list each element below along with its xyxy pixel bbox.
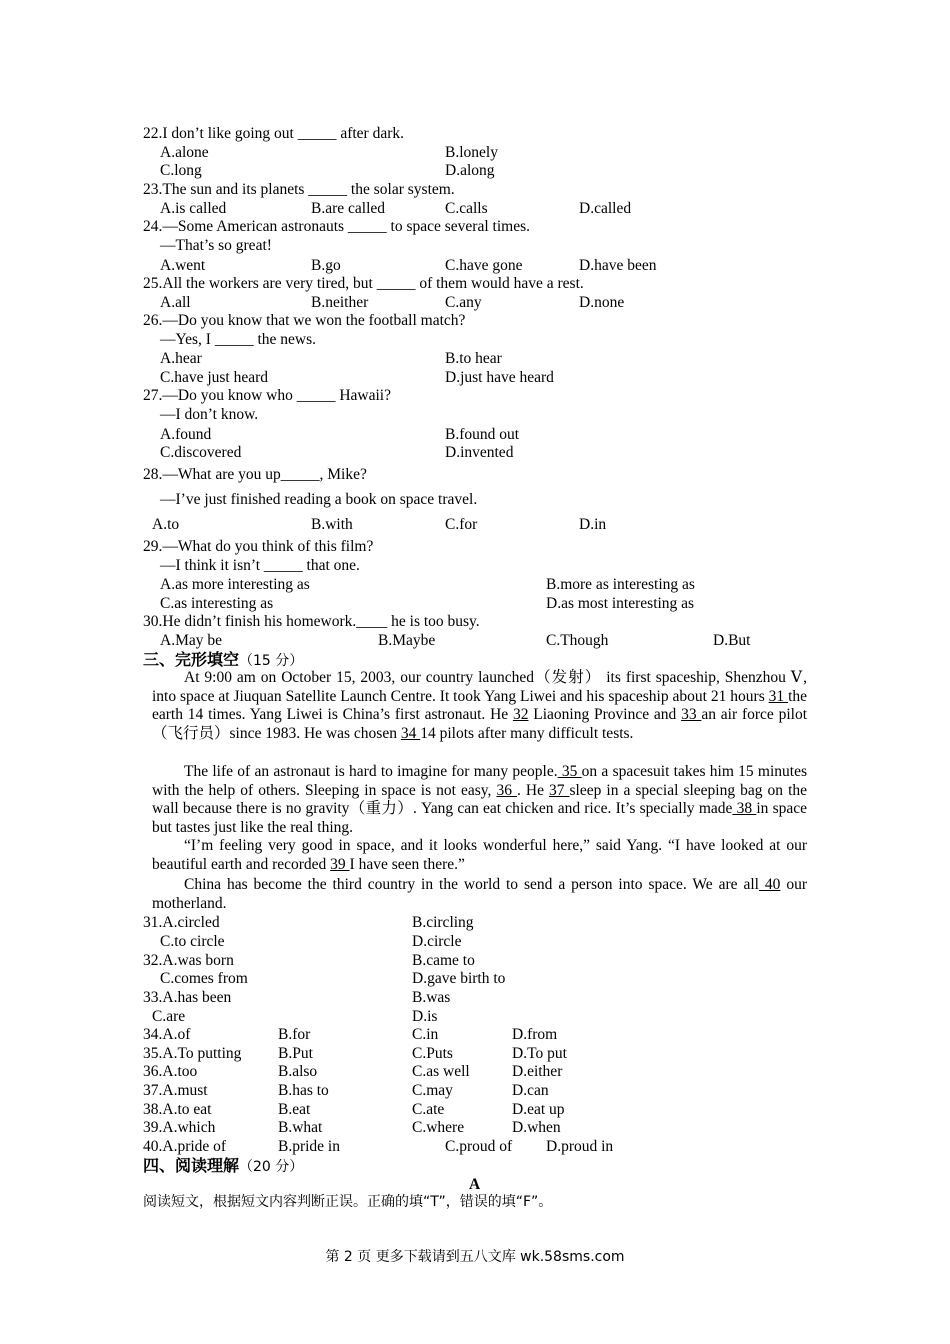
blank-40: 40 (758, 876, 781, 893)
option-33-c: C.are (152, 1008, 186, 1025)
question-24-option-d: D.have been (579, 257, 657, 274)
question-26-stem: 26.—Do you know that we won the football match? (143, 312, 466, 329)
reading-heading-text: 四、阅读理解 (143, 1156, 240, 1175)
option-32-a: 32.A.was born (143, 952, 234, 969)
option-37-b: B.has to (278, 1082, 329, 1099)
option-37-c: C.may (412, 1082, 453, 1099)
question-22-option-a: A.alone (160, 144, 209, 161)
option-34-c: C.in (412, 1026, 439, 1043)
question-24-option-a: A.went (160, 257, 206, 274)
cloze-p1-text-4: an air force pilot（飞行员）since 1983. He was chosen (152, 706, 807, 743)
question-25-option-c: C.any (445, 294, 482, 311)
cloze-p3-text-2: I have seen there.” (349, 855, 465, 873)
question-27-stem: 27.—Do you know who _____ Hawaii? (143, 387, 391, 404)
question-29-option-c: C.as interesting as (160, 595, 274, 612)
option-38-d: D.eat up (512, 1101, 565, 1118)
option-40-c: C.proud of (445, 1138, 513, 1155)
option-32-b: B.came to (412, 952, 475, 969)
cloze-p3-text-1: “I’m feeling very good in space, and it looks wonderful here,” said Yang. “I have looked at our beautiful earth and recorded (152, 837, 807, 873)
page-footer: 第 2 页 更多下载请到五八文库 wk.58sms.com (325, 1249, 625, 1265)
option-38-b: B.eat (278, 1101, 311, 1118)
option-36-d: D.either (512, 1063, 563, 1080)
option-37-a: 37.A.must (143, 1082, 208, 1099)
cloze-p1-text-2: the earth 14 times. Yang Liwei is China’s first astronaut. He (152, 687, 807, 724)
option-31-a: 31.A.circled (143, 914, 220, 931)
cloze-paragraph-3 (152, 837, 807, 874)
option-31-b: B.circling (412, 914, 474, 931)
option-33-d: D.is (412, 1008, 438, 1025)
blank-38: 38 (732, 800, 757, 818)
question-22-option-d: D.along (445, 162, 495, 179)
option-35-a: 35.A.To putting (143, 1045, 242, 1062)
cloze-p1-text-3: Liaoning Province and (528, 706, 682, 724)
option-31-d: D.circle (412, 933, 462, 950)
question-26-option-d: D.just have heard (445, 369, 554, 386)
cloze-p2-text-1: The life of an astronaut is hard to imagine for many people. (184, 763, 558, 780)
option-32-d: D.gave birth to (412, 970, 506, 987)
question-27-option-a: A.found (160, 426, 212, 443)
option-39-d: D.when (512, 1119, 561, 1136)
blank-35: 35 (557, 763, 582, 780)
cloze-p2-text-5: in space but tastes just like the real thing. (152, 800, 808, 837)
question-26-option-c: C.have just heard (160, 369, 269, 386)
question-29-option-a: A.as more interesting as (160, 576, 310, 593)
cloze-p4-text-1: China has become the third country in the world to send a person into space. We are all (184, 876, 759, 893)
question-29-stem: 29.—What do you think of this film? (143, 538, 374, 555)
option-40-d: D.proud in (546, 1138, 614, 1155)
question-23-option-c: C.calls (445, 200, 488, 217)
option-40-b: B.pride in (278, 1138, 340, 1155)
question-26-reply: —Yes, I _____ the news. (160, 331, 317, 348)
question-26-option-a: A.hear (160, 350, 202, 367)
question-30-option-a: A.May be (160, 632, 222, 649)
cloze-paragraph-1 (152, 669, 807, 744)
question-30-stem: 30.He didn’t finish his homework.____ he is too busy. (143, 613, 480, 630)
question-27-option-b: B.found out (445, 426, 520, 443)
question-29-reply: —I think it isn’t _____ that one. (160, 557, 360, 574)
blank-32: 32 (512, 706, 529, 724)
question-25-option-b: B.neither (311, 294, 369, 311)
question-28-option-c: C.for (445, 516, 478, 533)
cloze-paragraph-2 (152, 763, 807, 838)
option-31-c: C.to circle (160, 933, 225, 950)
cloze-p2-text-3: . He (516, 781, 549, 799)
question-25-option-a: A.all (160, 294, 191, 311)
option-32-c: C.comes from (160, 970, 248, 987)
blank-33: 33 (681, 706, 702, 724)
option-35-d: D.To put (512, 1045, 567, 1062)
question-23-option-a: A.is called (160, 200, 227, 217)
blank-39: 39 (330, 855, 350, 873)
cloze-p2-text-2: on a spacesuit takes him 15 minutes with the help of others. Sleeping in space is not easy, (152, 763, 807, 799)
option-39-c: C.where (412, 1119, 465, 1136)
option-34-a: 34.A.of (143, 1026, 191, 1043)
option-35-b: B.Put (278, 1045, 313, 1062)
option-37-d: D.can (512, 1082, 549, 1099)
cloze-points: （15 分） (239, 653, 304, 669)
option-40-a: 40.A.pride of (143, 1138, 227, 1155)
reading-instruction: 阅读短文，根据短文内容判断正误。正确的填“T”，错误的填“F”。 (143, 1194, 553, 1210)
option-38-a: 38.A.to eat (143, 1101, 212, 1118)
blank-31: 31 (768, 687, 789, 705)
cloze-p1-text-1: At 9:00 am on October 15, 2003, our country launched（发射） its first spaceship, Shenzhou Ⅴ, into space at Jiuquan Satellite Launch Centre. It took Yang Liwei and his spaceship about 21 hours (152, 669, 807, 705)
option-36-c: C.as well (412, 1063, 470, 1080)
option-33-b: B.was (412, 989, 451, 1006)
question-22-option-b: B.lonely (445, 144, 498, 161)
question-28-stem: 28.—What are you up_____, Mike? (143, 466, 367, 483)
question-22-option-c: C.long (160, 162, 202, 179)
question-23-option-b: B.are called (311, 200, 386, 217)
blank-36: 36 (496, 781, 517, 799)
option-38-c: C.ate (412, 1101, 445, 1118)
cloze-p4-text-2: our motherland. (152, 876, 808, 912)
question-28-reply: —I’ve just finished reading a book on space travel. (160, 491, 478, 508)
cloze-heading-text: 三、完形填空 (143, 650, 240, 669)
reading-points: （20 分） (239, 1159, 304, 1175)
question-27-option-c: C.discovered (160, 444, 242, 461)
question-27-option-d: D.invented (445, 444, 514, 461)
option-36-b: B.also (278, 1063, 318, 1080)
question-24-option-c: C.have gone (445, 257, 523, 274)
option-39-a: 39.A.which (143, 1119, 216, 1136)
question-29-option-d: D.as most interesting as (546, 595, 695, 612)
question-29-option-b: B.more as interesting as (546, 576, 695, 593)
question-26-option-b: B.to hear (445, 350, 502, 367)
question-24-stem: 24.—Some American astronauts _____ to space several times. (143, 218, 530, 235)
reading-passage-label: A (469, 1176, 481, 1193)
question-25-stem: 25.All the workers are very tired, but _____ of them would have a rest. (143, 275, 584, 292)
blank-37: 37 (548, 781, 570, 799)
question-28-option-d: D.in (579, 516, 607, 533)
question-23-stem: 23.The sun and its planets _____ the solar system. (143, 181, 455, 198)
option-35-c: C.Puts (412, 1045, 453, 1062)
question-23-option-d: D.called (579, 200, 632, 217)
cloze-paragraph-4 (152, 876, 807, 913)
option-39-b: B.what (278, 1119, 323, 1136)
option-34-b: B.for (278, 1026, 311, 1043)
option-34-d: D.from (512, 1026, 558, 1043)
question-27-reply: —I don’t know. (160, 406, 259, 423)
question-30-option-d: D.But (713, 632, 751, 649)
option-36-a: 36.A.too (143, 1063, 198, 1080)
question-28-option-b: B.with (311, 516, 353, 533)
question-25-option-d: D.none (579, 294, 625, 311)
cloze-section-heading (143, 650, 303, 671)
question-24-option-b: B.go (311, 257, 341, 274)
question-24-reply: —That’s so great! (160, 237, 272, 254)
question-28-option-a: A.to (152, 516, 180, 533)
blank-34: 34 (400, 725, 421, 743)
reading-section-heading (143, 1156, 303, 1177)
cloze-p2-text-4: sleep in a special sleeping bag on the wall because there is no gravity（重力）. Yang can eat chicken and rice. It’s specially made (152, 781, 808, 818)
question-30-option-c: C.Though (546, 632, 609, 649)
question-30-option-b: B.Maybe (378, 632, 436, 649)
cloze-p1-text-5: 14 pilots after many difficult tests. (420, 725, 634, 743)
option-33-a: 33.A.has been (143, 989, 232, 1006)
question-22-stem: 22.I don’t like going out _____ after dark. (143, 125, 405, 142)
